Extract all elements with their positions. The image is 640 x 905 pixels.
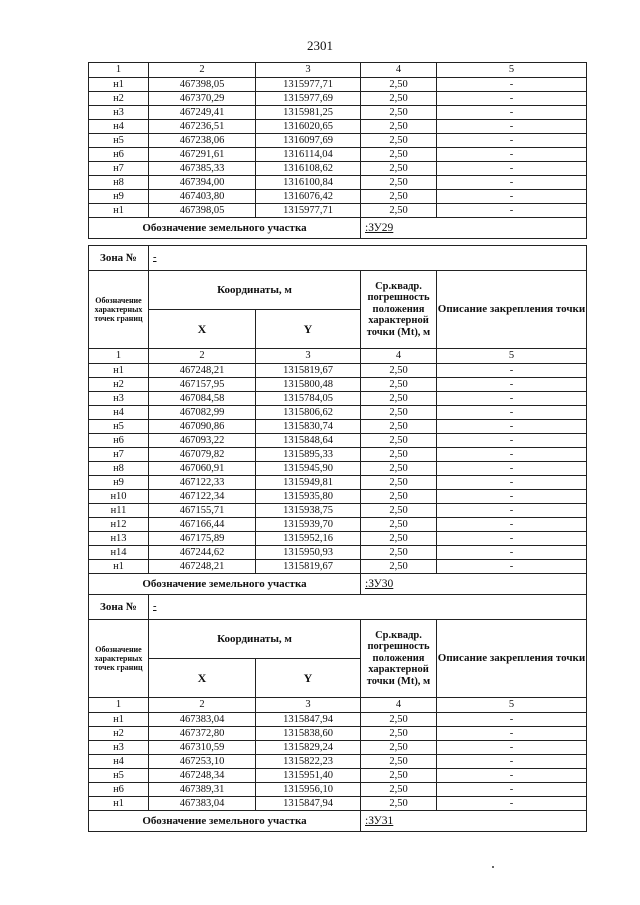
x-value: 467175,89 <box>149 532 256 546</box>
table-row <box>89 769 587 783</box>
error-value: 2,50 <box>361 420 437 434</box>
table-row <box>89 420 587 434</box>
x-value: 467253,10 <box>149 755 256 769</box>
error-value: 2,50 <box>361 204 437 218</box>
scan-speck <box>492 866 494 868</box>
description-value: - <box>437 204 587 218</box>
y-value: 1315939,70 <box>256 518 361 532</box>
parcel-value: :ЗУ31 <box>361 811 587 832</box>
x-value: 467238,06 <box>149 134 256 148</box>
description-value: - <box>437 148 587 162</box>
error-value: 2,50 <box>361 783 437 797</box>
error-value: 2,50 <box>361 769 437 783</box>
error-value: 2,50 <box>361 490 437 504</box>
point-name: н4 <box>89 755 149 769</box>
table-row <box>89 148 587 162</box>
x-value: 467372,80 <box>149 727 256 741</box>
description-value: - <box>437 378 587 392</box>
y-value: 1315950,93 <box>256 546 361 560</box>
description-value: - <box>437 392 587 406</box>
zone-label: Зона № <box>89 246 149 271</box>
coordinates-table-zu31 <box>88 594 587 832</box>
y-value: 1315981,25 <box>256 106 361 120</box>
table-row <box>89 162 587 176</box>
y-value: 1316100,84 <box>256 176 361 190</box>
zone-value: - <box>149 246 587 271</box>
description-value: - <box>437 504 587 518</box>
column-number: 3 <box>256 63 361 78</box>
point-name: н9 <box>89 476 149 490</box>
error-value: 2,50 <box>361 755 437 769</box>
table-row <box>89 713 587 727</box>
point-name: н1 <box>89 797 149 811</box>
y-header: Y <box>256 310 361 349</box>
table-row <box>89 406 587 420</box>
description-value: - <box>437 448 587 462</box>
point-name: н4 <box>89 406 149 420</box>
x-value: 467248,34 <box>149 769 256 783</box>
point-name: н6 <box>89 783 149 797</box>
description-value: - <box>437 190 587 204</box>
point-name: н1 <box>89 713 149 727</box>
x-value: 467157,95 <box>149 378 256 392</box>
column-number: 2 <box>149 63 256 78</box>
error-value: 2,50 <box>361 741 437 755</box>
table-row <box>89 797 587 811</box>
description-value: - <box>437 560 587 574</box>
x-value: 467291,61 <box>149 148 256 162</box>
error-value: 2,50 <box>361 797 437 811</box>
point-name: н1 <box>89 560 149 574</box>
column-number: 4 <box>361 63 437 78</box>
y-value: 1315938,75 <box>256 504 361 518</box>
table-row <box>89 518 587 532</box>
y-value: 1315945,90 <box>256 462 361 476</box>
description-value: - <box>437 134 587 148</box>
point-name: н7 <box>89 162 149 176</box>
point-name: н1 <box>89 204 149 218</box>
x-value: 467383,04 <box>149 797 256 811</box>
y-value: 1315784,05 <box>256 392 361 406</box>
error-value: 2,50 <box>361 713 437 727</box>
y-value: 1316076,42 <box>256 190 361 204</box>
x-value: 467090,86 <box>149 420 256 434</box>
table-row <box>89 560 587 574</box>
table-row <box>89 462 587 476</box>
description-value: - <box>437 92 587 106</box>
y-value: 1315819,67 <box>256 364 361 378</box>
x-value: 467084,58 <box>149 392 256 406</box>
column-number: 2 <box>149 698 256 713</box>
description-value: - <box>437 462 587 476</box>
y-value: 1316108,62 <box>256 162 361 176</box>
x-value: 467398,05 <box>149 78 256 92</box>
point-name: н5 <box>89 420 149 434</box>
table-row <box>89 490 587 504</box>
y-value: 1315806,62 <box>256 406 361 420</box>
x-value: 467385,33 <box>149 162 256 176</box>
error-value: 2,50 <box>361 727 437 741</box>
column-number: 5 <box>437 349 587 364</box>
error-value: 2,50 <box>361 532 437 546</box>
description-value: - <box>437 162 587 176</box>
x-value: 467398,05 <box>149 204 256 218</box>
x-value: 467122,34 <box>149 490 256 504</box>
description-value: - <box>437 106 587 120</box>
table-row <box>89 476 587 490</box>
parcel-row <box>89 218 587 239</box>
parcel-label: Обозначение земельного участка <box>89 218 361 239</box>
table-row <box>89 434 587 448</box>
column-number-row <box>89 63 587 78</box>
x-value: 467370,29 <box>149 92 256 106</box>
error-value: 2,50 <box>361 406 437 420</box>
y-value: 1315800,48 <box>256 378 361 392</box>
description-value: - <box>437 741 587 755</box>
y-value: 1315819,67 <box>256 560 361 574</box>
error-value: 2,50 <box>361 364 437 378</box>
x-value: 467310,59 <box>149 741 256 755</box>
column-number-row <box>89 349 587 364</box>
error-value: 2,50 <box>361 476 437 490</box>
column-number: 5 <box>437 63 587 78</box>
column-number: 4 <box>361 349 437 364</box>
error-value: 2,50 <box>361 392 437 406</box>
parcel-value: :ЗУ30 <box>361 574 587 595</box>
column-number: 3 <box>256 698 361 713</box>
x-value: 467082,99 <box>149 406 256 420</box>
page-number: 2301 <box>307 38 333 53</box>
point-name: н12 <box>89 518 149 532</box>
point-name: н8 <box>89 462 149 476</box>
point-name: н2 <box>89 378 149 392</box>
error-value: 2,50 <box>361 120 437 134</box>
zone-value: - <box>149 595 587 620</box>
x-value: 467383,04 <box>149 713 256 727</box>
zone-row <box>89 595 587 620</box>
description-value: - <box>437 783 587 797</box>
point-name: н14 <box>89 546 149 560</box>
error-value: 2,50 <box>361 162 437 176</box>
point-name: н4 <box>89 120 149 134</box>
y-value: 1315935,80 <box>256 490 361 504</box>
description-value: - <box>437 176 587 190</box>
table-row <box>89 755 587 769</box>
column-number: 5 <box>437 698 587 713</box>
x-value: 467248,21 <box>149 560 256 574</box>
x-value: 467122,33 <box>149 476 256 490</box>
point-name: н1 <box>89 364 149 378</box>
x-value: 467394,00 <box>149 176 256 190</box>
y-value: 1315952,16 <box>256 532 361 546</box>
x-value: 467155,71 <box>149 504 256 518</box>
y-value: 1315977,69 <box>256 92 361 106</box>
table-row <box>89 727 587 741</box>
x-value: 467079,82 <box>149 448 256 462</box>
point-name: н8 <box>89 176 149 190</box>
y-value: 1315951,40 <box>256 769 361 783</box>
point-name: н5 <box>89 769 149 783</box>
description-value: - <box>437 713 587 727</box>
zone-row <box>89 246 587 271</box>
error-value: 2,50 <box>361 448 437 462</box>
point-name: н5 <box>89 134 149 148</box>
y-value: 1316097,69 <box>256 134 361 148</box>
point-name: н6 <box>89 434 149 448</box>
table-row <box>89 190 587 204</box>
table-header <box>89 620 587 659</box>
error-value: 2,50 <box>361 518 437 532</box>
error-value: 2,50 <box>361 134 437 148</box>
error-value: 2,50 <box>361 378 437 392</box>
y-value: 1315895,33 <box>256 448 361 462</box>
error-value: 2,50 <box>361 504 437 518</box>
zone-label: Зона № <box>89 595 149 620</box>
point-label-header: Обозначение характерных точек границ <box>89 271 149 349</box>
error-value: 2,50 <box>361 546 437 560</box>
description-value: - <box>437 420 587 434</box>
coordinates-header: Координаты, м <box>149 271 361 310</box>
y-value: 1315949,81 <box>256 476 361 490</box>
table-row <box>89 448 587 462</box>
point-name: н9 <box>89 190 149 204</box>
y-value: 1316020,65 <box>256 120 361 134</box>
column-number: 1 <box>89 698 149 713</box>
y-value: 1315847,94 <box>256 713 361 727</box>
table-row <box>89 364 587 378</box>
error-value: 2,50 <box>361 78 437 92</box>
table-row <box>89 120 587 134</box>
description-value: - <box>437 546 587 560</box>
table-header <box>89 271 587 310</box>
point-name: н2 <box>89 92 149 106</box>
error-value: 2,50 <box>361 560 437 574</box>
x-header: X <box>149 659 256 698</box>
point-name: н3 <box>89 741 149 755</box>
parcel-row <box>89 811 587 832</box>
description-value: - <box>437 532 587 546</box>
y-value: 1315848,64 <box>256 434 361 448</box>
error-header: Ср.квадр. погрешность положения характерной точки (Mt), м <box>361 271 437 349</box>
description-value: - <box>437 769 587 783</box>
point-name: н2 <box>89 727 149 741</box>
y-value: 1315977,71 <box>256 204 361 218</box>
point-name: н1 <box>89 78 149 92</box>
description-header: Описание закрепления точки <box>437 271 587 349</box>
description-header: Описание закрепления точки <box>437 620 587 698</box>
x-value: 467236,51 <box>149 120 256 134</box>
column-number: 2 <box>149 349 256 364</box>
table-row <box>89 504 587 518</box>
y-value: 1315956,10 <box>256 783 361 797</box>
point-name: н3 <box>89 106 149 120</box>
x-value: 467249,41 <box>149 106 256 120</box>
y-value: 1315847,94 <box>256 797 361 811</box>
point-name: н7 <box>89 448 149 462</box>
table-row <box>89 783 587 797</box>
error-header: Ср.квадр. погрешность положения характерной точки (Mt), м <box>361 620 437 698</box>
point-name: н11 <box>89 504 149 518</box>
error-value: 2,50 <box>361 462 437 476</box>
x-value: 467403,80 <box>149 190 256 204</box>
coordinates-table-zu29 <box>88 62 587 239</box>
y-value: 1315829,24 <box>256 741 361 755</box>
table-row <box>89 134 587 148</box>
coordinates-header: Координаты, м <box>149 620 361 659</box>
table-row <box>89 204 587 218</box>
point-name: н13 <box>89 532 149 546</box>
column-number: 1 <box>89 349 149 364</box>
error-value: 2,50 <box>361 176 437 190</box>
table-row <box>89 92 587 106</box>
column-number: 4 <box>361 698 437 713</box>
x-value: 467060,91 <box>149 462 256 476</box>
error-value: 2,50 <box>361 190 437 204</box>
error-value: 2,50 <box>361 92 437 106</box>
column-number: 1 <box>89 63 149 78</box>
column-number: 3 <box>256 349 361 364</box>
x-value: 467248,21 <box>149 364 256 378</box>
parcel-value: :ЗУ29 <box>361 218 587 239</box>
y-header: Y <box>256 659 361 698</box>
table-row <box>89 546 587 560</box>
y-value: 1315977,71 <box>256 78 361 92</box>
point-name: н6 <box>89 148 149 162</box>
x-value: 467166,44 <box>149 518 256 532</box>
parcel-label: Обозначение земельного участка <box>89 811 361 832</box>
description-value: - <box>437 434 587 448</box>
y-value: 1315822,23 <box>256 755 361 769</box>
parcel-row <box>89 574 587 595</box>
description-value: - <box>437 518 587 532</box>
table-row <box>89 176 587 190</box>
coordinates-table-zu30 <box>88 245 587 595</box>
y-value: 1315838,60 <box>256 727 361 741</box>
parcel-label: Обозначение земельного участка <box>89 574 361 595</box>
error-value: 2,50 <box>361 106 437 120</box>
error-value: 2,50 <box>361 148 437 162</box>
error-value: 2,50 <box>361 434 437 448</box>
description-value: - <box>437 78 587 92</box>
description-value: - <box>437 476 587 490</box>
y-value: 1316114,04 <box>256 148 361 162</box>
x-value: 467244,62 <box>149 546 256 560</box>
x-value: 467093,22 <box>149 434 256 448</box>
x-value: 467389,31 <box>149 783 256 797</box>
point-label-header: Обозначение характерных точек границ <box>89 620 149 698</box>
y-value: 1315830,74 <box>256 420 361 434</box>
x-header: X <box>149 310 256 349</box>
table-row <box>89 392 587 406</box>
description-value: - <box>437 490 587 504</box>
description-value: - <box>437 727 587 741</box>
table-row <box>89 78 587 92</box>
description-value: - <box>437 364 587 378</box>
table-row <box>89 532 587 546</box>
description-value: - <box>437 797 587 811</box>
table-row <box>89 106 587 120</box>
table-row <box>89 741 587 755</box>
point-name: н10 <box>89 490 149 504</box>
column-number-row <box>89 698 587 713</box>
table-row <box>89 378 587 392</box>
description-value: - <box>437 406 587 420</box>
description-value: - <box>437 755 587 769</box>
point-name: н3 <box>89 392 149 406</box>
description-value: - <box>437 120 587 134</box>
